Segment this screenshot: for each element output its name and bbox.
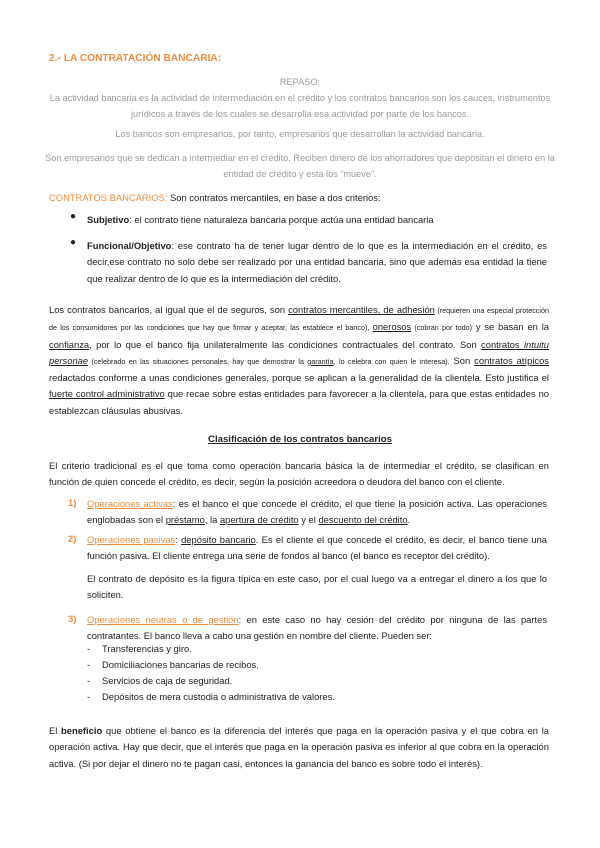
item-number-1: 1) bbox=[68, 497, 77, 508]
clasificacion-title: Clasificación de los contratos bancarios bbox=[208, 434, 392, 445]
list-item: Domiciliaciones bancarias de recibos. bbox=[102, 659, 259, 670]
repaso-paragraph-1: La actividad bancaria es la actividad de intermediación en el crédito y los contratos bancarios son los cauces, instrumentos jurídicos a través de los cuales se desarrolla esa actividad por parte de los bancos. bbox=[49, 93, 551, 119]
repaso-title: REPASO: bbox=[279, 77, 321, 87]
list-item: Servicios de caja de seguridad. bbox=[102, 675, 233, 686]
list-item: Depósitos de mera custodia o administrativa de valores. bbox=[102, 691, 335, 702]
beneficio-paragraph: El beneficio que obtiene el banco es la diferencia del interés que paga en la operación pasiva y el que cobra en la operación activa. Hay que decir, que el interés que paga en la operación pasiva es inferior al que cobra en la operación activa. (Si por dejar el dinero no te pagan casi, entonces la ganancia del banco es sobre todo el interés). bbox=[49, 725, 549, 769]
section-heading: 2.- LA CONTRATACIÓN BANCARIA: bbox=[49, 53, 222, 64]
contratos-intro: CONTRATOS BANCARIOS: Son contratos mercantiles, en base a dos criterios: bbox=[49, 192, 381, 203]
criterio-subjetivo: Subjetivo: el contrato tiene naturaleza bancaria porque actúa una entidad bancaria bbox=[87, 214, 434, 225]
criterio-funcional: Funcional/Objetivo: ese contrato ha de tener lugar dentro de lo que es la intermediación en el crédito, es decir,ese contrato no solo debe ser realizado por una entidad bancaria, sino que además esa entidad la tiene que realizar dentro de lo que es la intermediación del crédito. bbox=[87, 240, 547, 284]
repaso-paragraph-2: Los bancos son empresarios, por tanto, empresarios que desarrollan la actividad bancaria. bbox=[115, 129, 485, 139]
dash-icon: - bbox=[87, 675, 91, 686]
bullet-icon: ● bbox=[70, 211, 77, 222]
operaciones-pasivas: Operaciones pasivas: depósito bancario. Es el cliente el que concede el crédito, es decir, el banco tiene una función pasiva. El cliente entrega una serie de fondos al banco (el banco es receptor del crédito). bbox=[87, 534, 547, 562]
deposito-paragraph: El contrato de depósito es la figura típica en este caso, por el cual luego va a entregar el dinero a los que lo soliciten. bbox=[87, 573, 547, 601]
bullet-icon: ● bbox=[70, 237, 77, 248]
item-number-3: 3) bbox=[68, 613, 77, 624]
clasificacion-intro: El criterio tradicional es el que toma como operación bancaria básica la de intermediar el crédito, se clasifican en función de quien concede el crédito, es decir, según la posición acreedora o deudora del banco con el cliente. bbox=[49, 460, 549, 488]
operaciones-activas: Operaciones activas: es el banco el que concede el crédito, el que tiene la posición activa. Las operaciones englobadas son el préstamo, la apertura de crédito y el descuento del crédito. bbox=[87, 498, 547, 526]
dash-icon: - bbox=[87, 643, 91, 654]
repaso-paragraph-3: Son empresarios que se dedican a intermediar en el crédito. Reciben dinero de los ahorradores que depositan el dinero en la entidad de crédito y esta los “mueve”. bbox=[45, 153, 555, 179]
list-item: Transferencias y giro. bbox=[102, 643, 192, 654]
operaciones-neutras: Operaciones neutras o de gestión: en este caso no hay cesión del crédito por ninguna de las partes contratantes. El banco lleva a cabo una gestión en nombre del cliente. Pueden ser: bbox=[87, 614, 548, 642]
contratos-caracteristicas-paragraph: Los contratos bancarios, al igual que el de seguros, son contratos mercantiles, de adhesión (requieren una especial protección de los consumidores por las condiciones que hay que firmar y aceptar, las establece el banco), onerosos (cobran por todo) y se basan en la confianza, por lo que el banco fija unilateralmente las condiciones contractuales del contrato. Son contratos intuitu personae (celebrado en las situaciones personales, hay que demostrar la garantía, lo celebra con quien le interesa). Son contratos atípicos redactados conforme a unas condiciones generales, porque se aplican a la generalidad de la clientela. Esto justifica el fuerte control administrativo que recae sobre estas entidades para favorecer a la clientela, para que estas entidades no establezcan cláusulas abusivas. bbox=[49, 304, 549, 416]
item-number-2: 2) bbox=[68, 533, 77, 544]
contratos-label: CONTRATOS BANCARIOS: bbox=[49, 192, 168, 203]
dash-icon: - bbox=[87, 659, 91, 670]
dash-icon: - bbox=[87, 691, 91, 702]
